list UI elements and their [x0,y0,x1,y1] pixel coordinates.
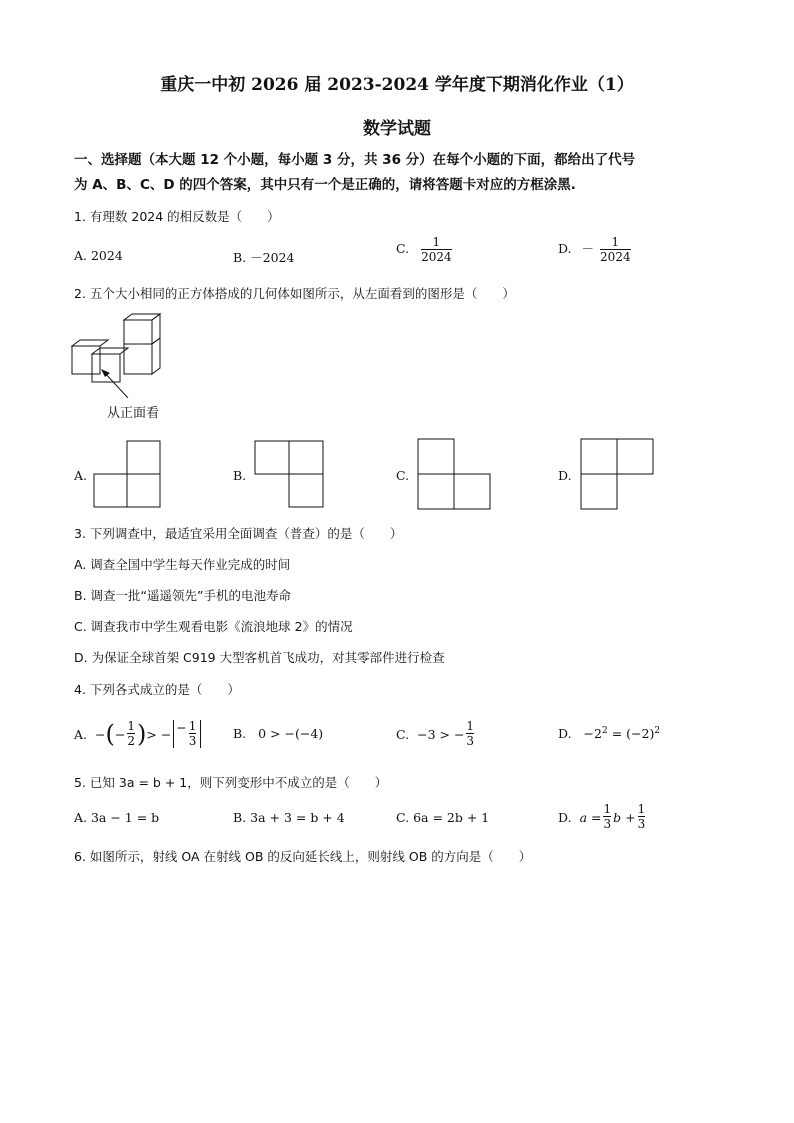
cube-solid-figure [68,310,168,398]
q3-option-a: A. 调查全国中学生每天作业完成的时间 [74,557,291,572]
q4-a-frac2-num: 1 [188,719,197,734]
q4-b-label: B. [233,726,247,741]
q5-d-label: D. [558,809,572,825]
q1-c-numerator: 1 [432,235,441,249]
q1-option-c-label: C. [396,241,410,257]
q4-option-c: C. −3 > − $\frac{1}{3}$ [396,719,475,748]
q4-c-frac-den: 3 [466,734,475,748]
q4-option-d: D. $-2^2 = (-2)^2$ [558,726,661,742]
q2-figure-caption: 从正面看 [107,406,160,421]
q5-d-frac2-num: 1 [637,802,646,817]
section-instructions-line1: 一、选择题（本大题 12 个小题，每小题 3 分，共 36 分）在每个小题的下面，都给出了代号 [74,152,636,168]
q2-option-a: A. [74,468,88,483]
q4-c-label: C. [396,726,410,742]
q5-d-frac1-num: 1 [603,802,612,817]
q2-option-d: D. [558,468,572,483]
q2-figure-d [580,438,655,510]
q2-option-c: C. [396,468,410,483]
q3-option-c: C. 调查我市中学生观看电影《流浪地球 2》的情况 [74,619,353,634]
q1-d-numerator: 1 [611,235,620,249]
q1-d-denominator: 2024 [600,249,631,264]
q2-option-b: B. [233,468,247,483]
q4-a-label: A. [74,726,88,742]
q1-option-d-label: D. [558,241,572,257]
q2-figure-c [417,438,492,510]
q4-stem: 4. 下列各式成立的是（ ） [74,682,240,697]
q3-option-b: B. 调查一批“遥遥领先”手机的电池寿命 [74,588,291,603]
q5-d-frac2-den: 3 [637,817,646,831]
q4-a-frac2-den: 3 [188,734,197,748]
q1-option-c [396,236,454,263]
q1-option-a: A. 2024 [74,248,123,263]
q1-c-denominator: 2024 [421,249,452,264]
q4-a-frac1-den: 2 [127,734,135,748]
q4-c-frac-num: 1 [466,719,475,734]
q4-option-b [233,726,323,741]
q3-stem: 3. 下列调查中，最适宜采用全面调查（普查）的是（ ） [74,526,403,541]
q2-figure-b [254,440,324,508]
q4-a-frac1-num: 1 [127,719,135,734]
q6-stem: 6. 如图所示，射线 OA 在射线 OB 的反向延长线上，则射线 OB 的方向是（ ） [74,849,532,864]
q2-figure-a [93,440,161,508]
q1-option-d [558,236,633,263]
q5-option-b: B. 3a + 3 = b + 4 [233,810,345,825]
page-title: 重庆一中初 2026 届 2023-2024 学年度下期消化作业（1） [160,75,634,95]
q4-option-a: A. − ( − $\frac{1}{2}$ ) > − − $\frac{1}{3}$ [74,714,201,754]
q5-stem: 5. 已知 3a = b + 1，则下列变形中不成立的是（ ） [74,775,388,790]
q5-option-d: D. a = $\frac{1}{3}$ b + $\frac{1}{3}$ [558,802,646,831]
q5-option-a: A. 3a − 1 = b [74,810,160,825]
q1-stem: 1. 有理数 2024 的相反数是（ ） [74,209,280,224]
q4-b-expression: 0 > −(−4) [258,726,324,741]
q3-option-d: D. 为保证全球首架 C919 大型客机首飞成功，对其零部件进行检查 [74,650,445,665]
section-instructions-line2: 为 A、B、C、D 的四个答案，其中只有一个是正确的，请将答题卡对应的方框涂黑. [74,177,576,193]
q2-stem: 2. 五个大小相同的正方体搭成的几何体如图所示，从左面看到的图形是（ ） [74,286,515,301]
page-subtitle: 数学试题 [363,119,431,139]
q1-d-sign: － [581,241,595,257]
q4-d-label: D. [558,726,572,742]
q5-option-c: C. 6a = 2b + 1 [396,810,490,825]
q5-d-frac1-den: 3 [603,817,612,831]
q1-option-b: B. －2024 [233,250,295,265]
